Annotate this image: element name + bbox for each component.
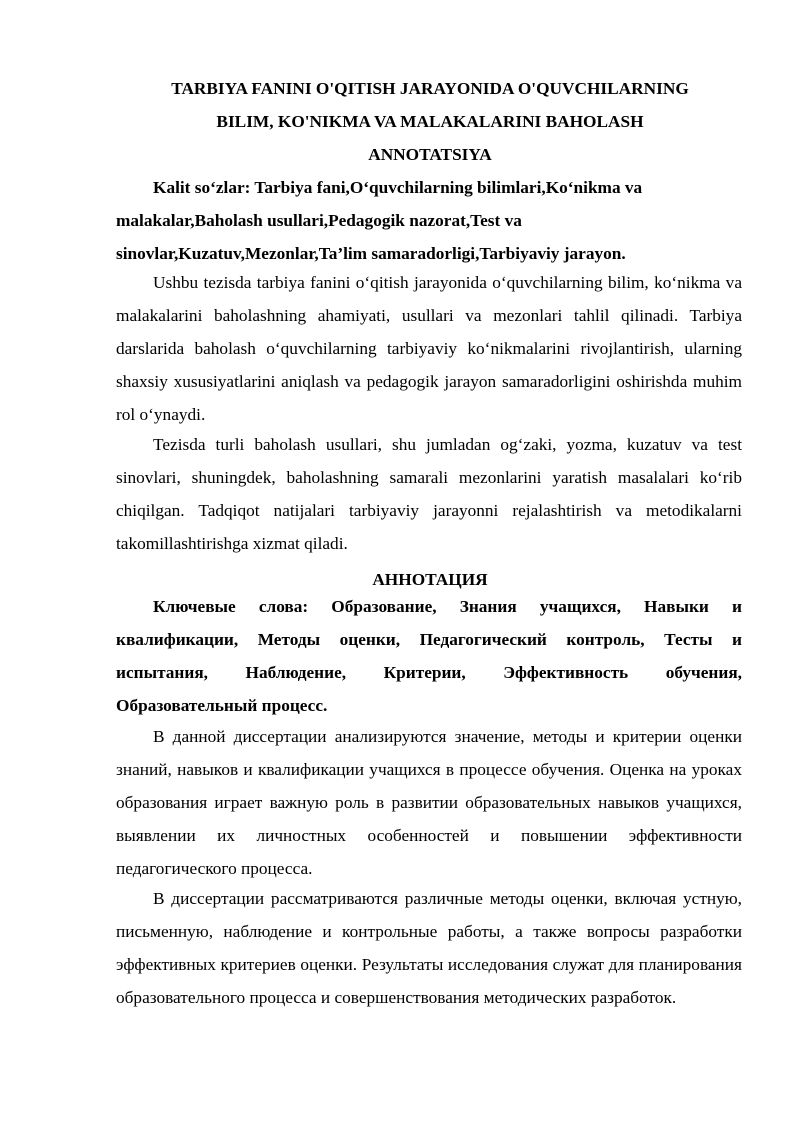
annotation-ru-heading: АННОТАЦИЯ	[372, 570, 488, 589]
keywords-ru: Ключевые слова: Образование, Знания учащихся, Навыки и квалификации, Методы оценки, Педагогический контроль, Тесты и испытания, Наблюдение, Критерии, Эффективность обучения, Образовательный процесс.	[116, 597, 742, 715]
annotation-ru-paragraph-2: В диссертации рассматриваются различные методы оценки, включая устную, письменную, наблюдение и контрольные работы, а также вопросы разработки эффективных критериев оценки. Результаты исследования служат для планирования образовательного процесса и совершенствования методических разработок.	[116, 889, 742, 1007]
annotation-uz-paragraph-2: Tezisda turli baholash usullari, shu jumladan og‘zaki, yozma, kuzatuv va test sinovlari, shuningdek, baholashning samarali mezonlarini yaratish masalalari ko‘rib chiqilgan. Tadqiqot natijalari tarbiyaviy jarayonni rejalashtirish va metodikalarni takomillashtirishga xizmat qiladi.	[116, 435, 742, 553]
document-title-line-2: BILIM, KO'NIKMA VA MALAKALARINI BAHOLASH	[216, 112, 644, 131]
annotation-uz-paragraph-1: Ushbu tezisda tarbiya fanini o‘qitish jarayonida o‘quvchilarning bilim, ko‘nikma va malakalarini baholashning ahamiyati, usullari va mezonlari tahlil qilinadi. Tarbiya darslarida baholash o‘quvchilarning tarbiyaviy ko‘nikmalarini rivojlantirish, ularning shaxsiy xususiyatlarini aniqlash va pedagogik jarayon samaradorligini oshirishda muhim rol o‘ynaydi.	[116, 273, 742, 424]
document-title-line-1: TARBIYA FANINI O'QITISH JARAYONIDA O'QUVCHILARNING	[171, 79, 689, 98]
keywords-uz: Kalit so‘zlar: Tarbiya fani,O‘quvchilarning bilimlari,Ko‘nikma va malakalar,Baholash usullari,Pedagogik nazorat,Test va sinovlar,Kuzatuv,Mezonlar,Ta’lim samaradorligi,Tarbiyaviy jarayon.	[116, 178, 643, 263]
annotation-ru-paragraph-1: В данной диссертации анализируются значение, методы и критерии оценки знаний, навыков и квалификации учащихся в процессе обучения. Оценка на уроках образования играет важную роль в развитии образовательных навыков учащихся, выявлении их личностных особенностей и повышении эффективности педагогического процесса.	[116, 727, 742, 878]
annotation-uz-heading: ANNOTATSIYA	[368, 145, 492, 164]
